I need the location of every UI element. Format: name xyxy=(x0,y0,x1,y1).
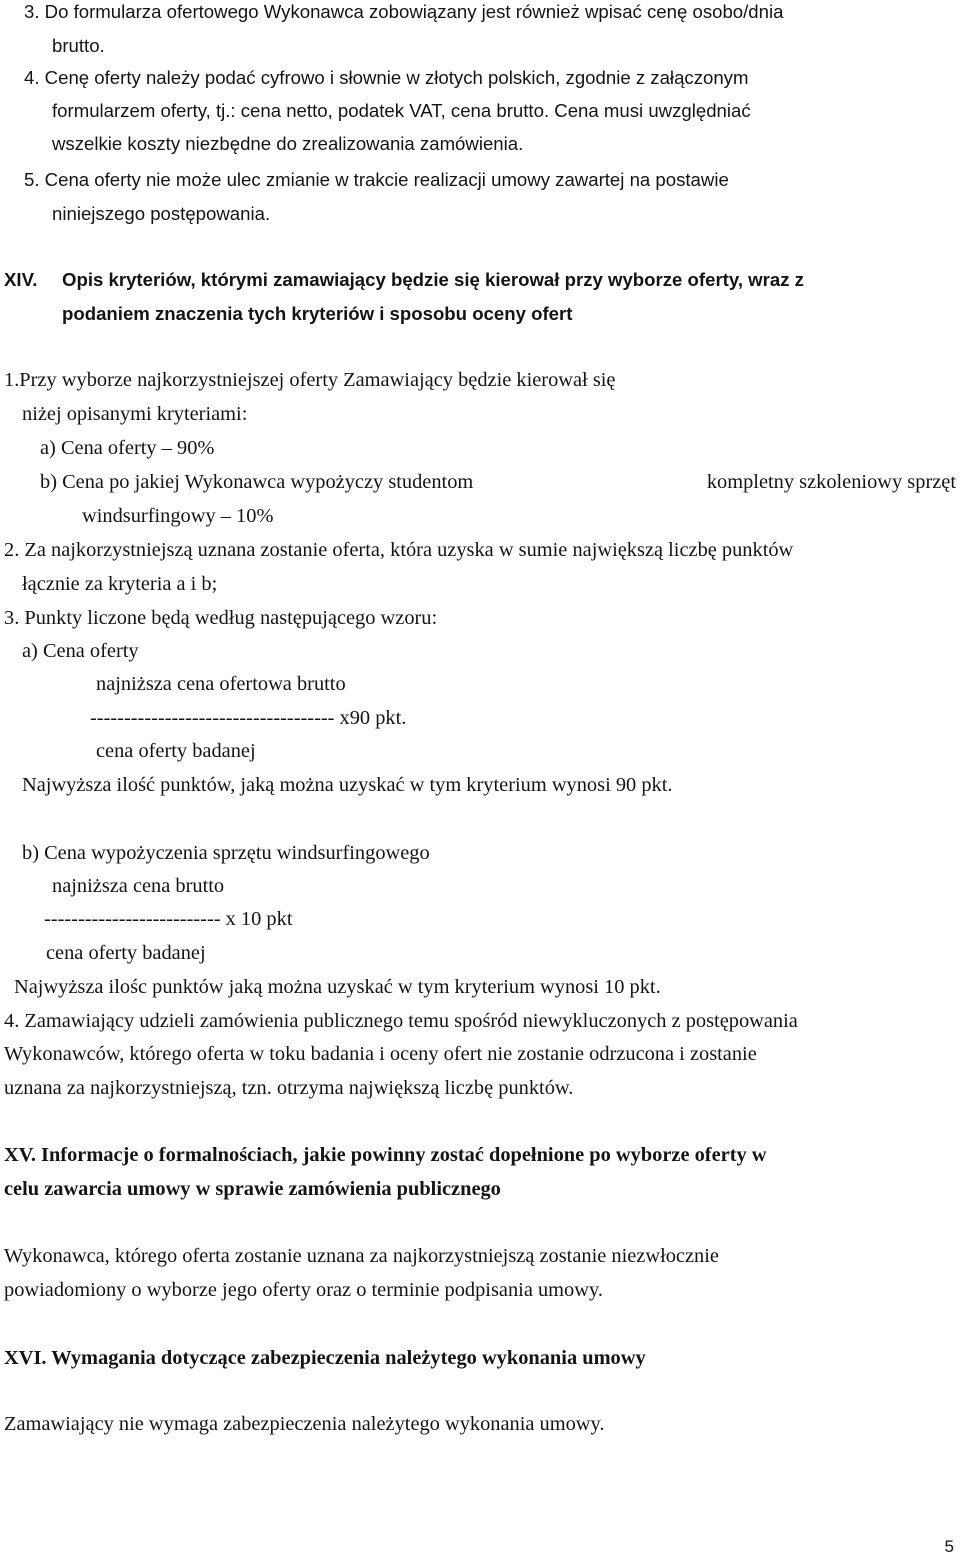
criteria-4-line-2 xyxy=(4,1044,956,1064)
formula-a-title: a) Cena oferty xyxy=(22,640,139,662)
item-5-line-1: 5. Cena oferty nie może ulec zmianie w trakcie realizacji umowy zawartej na postawie xyxy=(24,169,729,190)
section-xiv-heading-line-2: podaniem znaczenia tych kryteriów i sposobu oceny ofert xyxy=(62,303,573,324)
formula-b-title: b) Cena wypożyczenia sprzętu windsurfingowego xyxy=(22,842,430,864)
formula-a-max-points: Najwyższa ilość punktów, jaką można uzyskać w tym kryterium wynosi 90 pkt. xyxy=(22,774,673,796)
formula-b-max-points: Najwyższa ilośc punktów jaką można uzyskać w tym kryterium wynosi 10 pkt. xyxy=(14,976,661,998)
item-3-line-1: 3. Do formularza ofertowego Wykonawca zobowiązany jest również wpisać cenę osobo/dnia xyxy=(24,1,784,22)
formula-b-denominator: cena oferty badanej xyxy=(46,942,206,964)
section-xiv-heading-line-1: Opis kryteriów, którymi zamawiający będzie się kierował przy wyborze oferty, wraz z xyxy=(62,269,804,290)
formula-a-fraction-line: ------------------------------------ x90 pkt. xyxy=(90,707,407,729)
formula-a-numerator: najniższa cena ofertowa brutto xyxy=(96,673,346,695)
criteria-1-line-1: 1.Przy wyborze najkorzystniejszej oferty Zamawiający będzie kierował się xyxy=(4,369,616,391)
item-3-line-2: brutto. xyxy=(52,35,105,56)
section-xvi-text: Zamawiający nie wymaga zabezpieczenia należytego wykonania umowy. xyxy=(4,1413,605,1435)
section-xv-heading-line-2: celu zawarcia umowy w sprawie zamówienia publicznego xyxy=(4,1178,501,1200)
item-4-line-1: 4. Cenę oferty należy podać cyfrowo i słownie w złotych polskich, zgodnie z załączonym xyxy=(24,67,749,88)
criteria-4-line-2-text: Wykonawców, którego oferta w toku badania i oceny ofert nie zostanie odrzucona i zostanie xyxy=(4,1043,757,1065)
formula-a-denominator: cena oferty badanej xyxy=(96,740,256,762)
item-4-line-3: wszelkie koszty niezbędne do zrealizowania zamówienia. xyxy=(52,133,524,154)
formula-b-numerator: najniższa cena brutto xyxy=(52,875,225,897)
criteria-4-line-3: uznana za najkorzystniejszą, tzn. otrzyma największą liczbę punktów. xyxy=(4,1077,574,1099)
criteria-2-line-2: łącznie za kryteria a i b; xyxy=(22,573,218,595)
section-xv-text-line-1: Wykonawca, którego oferta zostanie uznana za najkorzystniejszą zostanie niezwłocznie xyxy=(4,1245,719,1267)
criterion-b-line-2: windsurfingowy – 10% xyxy=(82,505,274,527)
section-xv-heading-line-1: XV. Informacje o formalnościach, jakie powinny zostać dopełnione po wyborze oferty w xyxy=(4,1144,767,1166)
section-xiv-number: XIV. xyxy=(4,269,38,290)
item-5-line-2: niniejszego postępowania. xyxy=(52,203,271,224)
criterion-a: a) Cena oferty – 90% xyxy=(40,437,215,459)
item-4-line-2: formularzem oferty, tj.: cena netto, podatek VAT, cena brutto. Cena musi uwzględniać xyxy=(52,100,751,121)
criteria-3: 3. Punkty liczone będą według następującego wzoru: xyxy=(4,607,438,629)
criterion-b-part-2: kompletny szkoleniowy sprzęt xyxy=(706,471,956,493)
section-xv-text-line-2: powiadomiony o wyborze jego oferty oraz o terminie podpisania umowy. xyxy=(4,1279,603,1301)
criteria-4-line-1: 4. Zamawiający udzieli zamówienia publicznego temu spośród niewykluczonych z postępowania xyxy=(4,1010,798,1032)
page-number: 5 xyxy=(944,1537,954,1556)
criteria-1-line-2: niżej opisanymi kryteriami: xyxy=(22,403,248,425)
criterion-b-part-1: b) Cena po jakiej Wykonawca wypożyczy studentom xyxy=(40,471,474,493)
formula-b-fraction-line: -------------------------- x 10 pkt xyxy=(44,908,293,930)
criteria-2-line-1: 2. Za najkorzystniejszą uznana zostanie oferta, która uzyska w sumie największą liczbę punktów xyxy=(4,539,794,561)
section-xvi-heading: XVI. Wymagania dotyczące zabezpieczenia należytego wykonania umowy xyxy=(4,1347,646,1369)
